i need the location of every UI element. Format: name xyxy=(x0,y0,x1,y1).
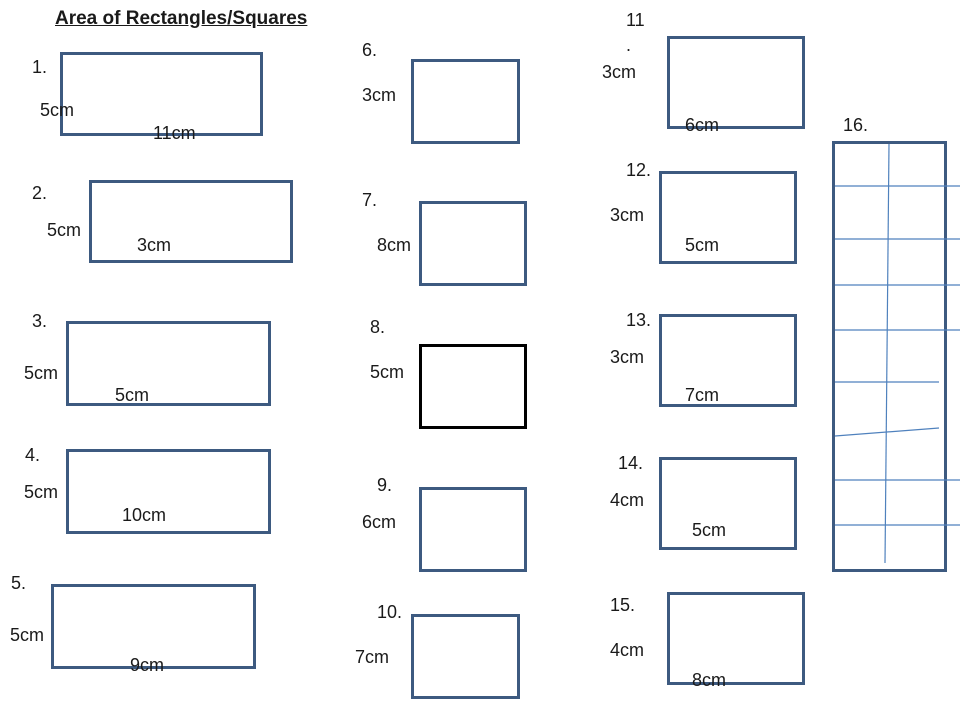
problem-15-base-label: 8cm xyxy=(692,670,727,690)
problem-14-base-label: 5cm xyxy=(692,520,727,540)
problem-7-number: 7. xyxy=(362,190,378,210)
problem-6-square xyxy=(411,59,520,144)
problem-5-side-label: 5cm xyxy=(10,625,45,645)
problem-11-base-label: 6cm xyxy=(685,115,720,135)
problem-14-rectangle xyxy=(659,457,797,550)
problem-13-number: 13. xyxy=(626,310,652,330)
problem-8-number: 8. xyxy=(370,317,386,337)
problem-3-rectangle xyxy=(66,321,271,406)
problem-16-outline xyxy=(834,143,946,571)
problem-5-base-label: 9cm xyxy=(130,655,165,675)
problem-1-number: 1. xyxy=(32,57,48,77)
problem-9-number: 9. xyxy=(377,475,393,495)
problem-10-side-label: 7cm xyxy=(355,647,390,667)
problem-15-number: 15. xyxy=(610,595,636,615)
problem-7-square xyxy=(419,201,527,286)
page-title: Area of Rectangles/Squares xyxy=(55,8,308,29)
problem-11-number-dot: . xyxy=(626,35,632,55)
problem-4-number: 4. xyxy=(25,445,41,465)
problem-10-square xyxy=(411,614,520,699)
problem-7-side-label: 8cm xyxy=(377,235,412,255)
problem-4-side-label: 5cm xyxy=(24,482,59,502)
problem-12-number: 12. xyxy=(626,160,652,180)
problem-2-base-label: 3cm xyxy=(137,235,172,255)
problem-4-base-label: 10cm xyxy=(122,505,167,525)
problem-4-rectangle xyxy=(66,449,271,534)
problem-15-rectangle xyxy=(667,592,805,685)
problem-8-side-label: 5cm xyxy=(370,362,405,382)
problem-6-number: 6. xyxy=(362,40,378,60)
problem-11-number: 11 xyxy=(626,10,645,30)
problem-16-grid-line xyxy=(835,428,939,436)
problem-12-base-label: 5cm xyxy=(685,235,720,255)
problem-3-number: 3. xyxy=(32,311,48,331)
problem-10-number: 10. xyxy=(377,602,403,622)
problem-13-side-label: 3cm xyxy=(610,347,645,367)
problem-15-side-label: 4cm xyxy=(610,640,645,660)
problem-9-side-label: 6cm xyxy=(362,512,397,532)
problem-6-side-label: 3cm xyxy=(362,85,397,105)
problem-2-rectangle xyxy=(89,180,293,263)
problem-14-number: 14. xyxy=(618,453,644,473)
problem-3-side-label: 5cm xyxy=(24,363,59,383)
problem-14-side-label: 4cm xyxy=(610,490,645,510)
problem-3-base-label: 5cm xyxy=(115,385,150,405)
problem-8-square xyxy=(419,344,527,429)
problem-16-number: 16. xyxy=(843,115,869,135)
problem-9-square xyxy=(419,487,527,572)
problem-13-base-label: 7cm xyxy=(685,385,720,405)
problem-2-side-label: 5cm xyxy=(47,220,82,240)
problem-1-side-label: 5cm xyxy=(40,100,75,120)
problem-1-base-label: 11cm xyxy=(153,123,196,143)
problem-16-grid-rectangle xyxy=(832,141,960,573)
problem-11-side-label: 3cm xyxy=(602,62,637,82)
problem-12-rectangle xyxy=(659,171,797,264)
problem-5-number: 5. xyxy=(11,573,27,593)
problem-12-side-label: 3cm xyxy=(610,205,645,225)
problem-13-rectangle xyxy=(659,314,797,407)
problem-2-number: 2. xyxy=(32,183,48,203)
problem-16-vertical-line xyxy=(885,144,889,563)
